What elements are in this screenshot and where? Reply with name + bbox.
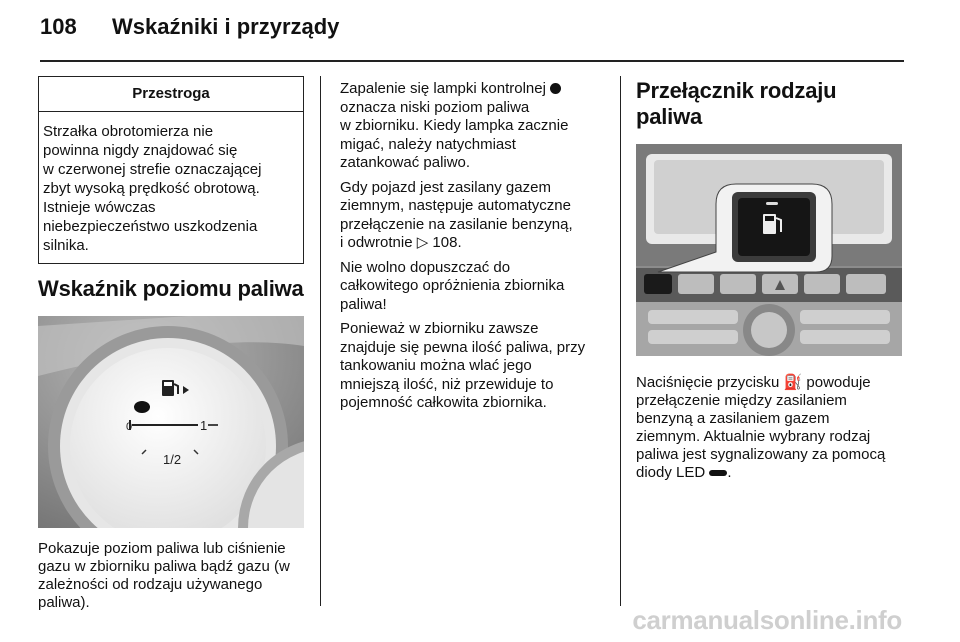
low-fuel-paragraph xyxy=(340,80,610,173)
text-line: w zbiorniku. Kiedy lampka zacznie xyxy=(340,117,569,134)
text-line: przełączenie między zasilaniem xyxy=(636,392,847,409)
caution-line: silnika. xyxy=(43,237,89,254)
text-line: całkowitego opróżnienia zbiornika xyxy=(340,277,565,294)
text-line: paliwa! xyxy=(340,295,387,313)
header-divider xyxy=(40,60,904,62)
text-line: oznacza niski poziom paliwa xyxy=(340,98,530,116)
text-line: pojemność całkowita zbiornika. xyxy=(340,394,547,411)
gauge-label-half: 1/2 xyxy=(163,452,182,467)
column-divider xyxy=(620,76,621,606)
text-line: ziemnym. Aktualnie wybrany rodzaj xyxy=(636,428,871,445)
caption-line: gazu w zbiorniku paliwa bądź gazu (w xyxy=(38,558,290,575)
caption-line: Pokazuje poziom paliwa lub ciśnienie xyxy=(38,540,286,557)
caution-title: Przestroga xyxy=(39,77,303,112)
middle-column xyxy=(340,80,610,419)
caution-line: zbyt wysoką prędkość obrotową. xyxy=(43,180,260,197)
caution-line: niebezpieczeństwo uszkodzenia xyxy=(43,218,258,235)
page-reference[interactable]: 108. xyxy=(428,234,462,251)
text-run: diody LED xyxy=(636,464,710,481)
text-line: znajduje się pewna ilość paliwa, przy xyxy=(340,338,586,356)
text-line: zatankować paliwo. xyxy=(340,154,471,171)
text-line: Ponieważ w zbiorniku zawsze xyxy=(340,320,539,337)
caution-line: powinna nigdy znajdować się xyxy=(43,142,238,159)
gauge-label-full: 1 xyxy=(200,418,208,433)
text-line: migać, należy natychmiast xyxy=(340,135,516,153)
left-column xyxy=(38,76,304,612)
fuel-pump-icon: ⛽ xyxy=(783,374,803,391)
fuel-switch-button xyxy=(732,192,816,262)
caution-box xyxy=(38,76,304,264)
fuel-gauge-heading: Wskaźnik poziomu paliwa xyxy=(38,276,304,301)
page-reference-icon[interactable]: ▷ xyxy=(416,234,429,251)
text-line: tankowaniu można wlać jego xyxy=(340,357,532,374)
low-fuel-lamp-icon xyxy=(134,401,150,413)
gas-switch-paragraph xyxy=(340,179,610,253)
caution-line: Istnieje wówczas xyxy=(43,199,156,216)
caution-line: w czerwonej strefie oznaczającej xyxy=(43,161,262,178)
fuel-gauge-photo xyxy=(38,316,304,528)
text-line: przełączenie na zasilanie benzyną, xyxy=(340,215,573,233)
caution-text xyxy=(39,112,303,263)
text-line: paliwa jest sygnalizowany za pomocą xyxy=(636,446,886,463)
page-header xyxy=(40,14,339,40)
text-line: benzyną a zasilaniem gazem xyxy=(636,410,830,427)
text-line: ziemnym, następuje automatyczne xyxy=(340,197,571,214)
low-fuel-lamp-icon xyxy=(550,83,561,94)
text-run: Naciśnięcie przycisku xyxy=(636,374,784,391)
chapter-title: Wskaźniki i przyrządy xyxy=(112,14,340,39)
text-run: i odwrotnie xyxy=(340,234,417,251)
right-column xyxy=(636,76,902,482)
text-run: Zapalenie się lampki kontrolnej xyxy=(340,80,551,97)
gauge-label-zero: 0 xyxy=(126,421,133,433)
fuel-switch-photo xyxy=(636,144,902,356)
text-line: mniejszą ilość, niż przewiduje to xyxy=(340,375,554,393)
column-divider xyxy=(320,76,321,606)
caution-line: Strzałka obrotomierza nie xyxy=(43,123,214,140)
fuel-gauge-caption xyxy=(38,540,304,612)
text-line: Gdy pojazd jest zasilany gazem xyxy=(340,178,551,196)
page-number: 108 xyxy=(40,14,77,39)
fuel-switch-heading: Przełącznik rodzaju paliwa xyxy=(636,78,837,129)
text-run: . xyxy=(727,464,732,481)
capacity-paragraph xyxy=(340,320,610,413)
caption-line: paliwa). xyxy=(38,594,90,611)
text-run: powoduje xyxy=(802,374,871,391)
empty-tank-paragraph xyxy=(340,259,610,315)
watermark[interactable]: carmanualsonline.info xyxy=(632,605,902,635)
caption-line: zależności od rodzaju używanego xyxy=(38,576,263,593)
led-icon xyxy=(709,470,727,476)
fuel-switch-paragraph xyxy=(636,374,902,482)
text-line: Nie wolno dopuszczać do xyxy=(340,258,511,276)
